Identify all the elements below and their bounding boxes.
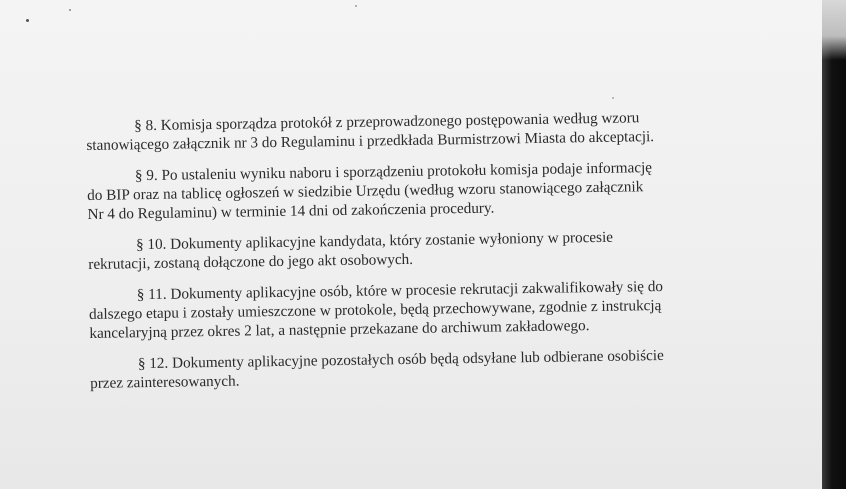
text-line: stanowiącego załącznik nr 3 do Regulaminu i przedkłada Burmistrzowi Miasta do akceptacji. (86, 128, 655, 154)
text-line: kancelaryjną przez okres 2 lat, a następnie przekazane do archiwum zakładowego. (89, 317, 590, 342)
paragraph-12 (90, 345, 751, 393)
paragraph-8 (86, 107, 747, 155)
document-text (86, 107, 750, 405)
text-line: § 9. Po ustaleniu wyniku naboru i sporządzeniu protokołu komisja podaje informację (134, 159, 653, 185)
scan-speck (355, 5, 357, 7)
text-line: § 10. Dokumenty aplikacyjne kandydata, który zostanie wyłoniony w procesie (135, 228, 614, 254)
text-line: § 12. Dokumenty aplikacyjne pozostałych osób będą odsyłane lub odbierane osobiście (137, 346, 664, 373)
text-line: dalszego etapu i zostały umieszczone w protokole, będą przechowywane, zgodnie z instrukcją (88, 296, 662, 323)
text-line: przez zainteresowanych. (90, 372, 240, 392)
text-line: § 8. Komisja sporządza protokół z przeprowadzonego postępowania według wzoru (134, 109, 640, 135)
text-line: § 11. Dokumenty aplikacyjne osób, które w procesie rekrutacji zakwalifikowały się do (136, 277, 664, 304)
paragraph-10 (88, 226, 749, 274)
text-line: Nr 4 do Regulaminu) w terminie 14 dni od zakończenia procedury. (87, 199, 495, 223)
scan-speck (612, 97, 614, 99)
paragraph-11 (89, 276, 750, 343)
text-line: do BIP oraz na tablicę ogłoszeń w siedzibie Urzędu (według wzoru stanowiącego załącznik (87, 178, 644, 204)
scan-speck (26, 19, 29, 22)
paragraph-9 (87, 157, 748, 224)
scanner-edge-highlight (822, 0, 846, 60)
text-line: rekrutacji, zostaną dołączone do jego akt osobowych. (88, 250, 414, 273)
scanner-edge-shadow (822, 0, 846, 489)
scan-speck (69, 9, 71, 11)
